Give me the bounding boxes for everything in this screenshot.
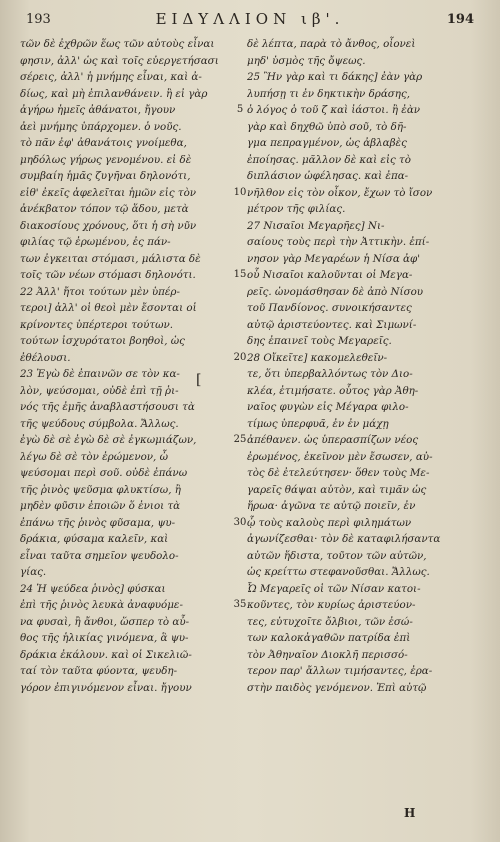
text-line: μηδ' ὑσμὸς τῆς ὄψεως.: [247, 54, 366, 67]
text-line: τες, εὐτυχοῖτε ὄλβιοι, τῶν ἐσώ-: [247, 615, 413, 628]
text-line: ἥρωα· ἀγῶνα τε αὐτῷ ποιεῖν, ἐν: [247, 500, 416, 512]
text-line: διακοσίους χρόνους, ὅτι ἡ σὴ νῦν: [20, 219, 197, 232]
text-line: ἀεὶ μνήμης ὑπάρχομεν. ὁ νοῦς.: [20, 120, 182, 133]
text-line: ἐπάνω τῆς ῥινὸς φῦσαμα, ψυ-: [20, 516, 176, 529]
text-line: οὗ Νισαῖοι καλοῦνται οἱ Μεγα-: [247, 269, 413, 281]
text-line: νῆλθον εἰς τὸν οἶκον, ἔχων τὸ ἴσον: [247, 186, 433, 199]
text-line: γαρεῖς θάψαι αὐτὸν, καὶ τιμᾶν ὡς: [247, 483, 427, 496]
text-line: λέγω δὲ σὲ τὸν ἐρώμενον, ὦ: [20, 450, 168, 463]
left-page-number: 193: [26, 12, 51, 27]
running-title: ΕΙΔΥΛΛΙΟΝ ιβ'.: [155, 10, 345, 28]
line-number: 5: [236, 104, 244, 115]
text-line: κλέα, ἐτιμήσατε. οὗτος γὰρ Ἀθη-: [247, 384, 419, 397]
line-number: 30: [233, 516, 247, 528]
text-line: 22 Ἀλλ' ἤτοι τούτων μὲν ὑπέρ-: [20, 285, 180, 298]
text-line: στὴν παιδὸς γενόμενον. Ἐπὶ αὐτῷ: [247, 681, 427, 694]
text-line: τοῦ Πανδίονος. συνοικήσαντες: [247, 302, 412, 314]
right-column: [247, 36, 469, 696]
text-line: δίως, καὶ μὴ ἐπιλανθάνειν. ἢ εἰ γὰρ: [20, 87, 208, 100]
text-line: 28 Οἴκεῖτε] κακομελεθεῖν-: [247, 351, 388, 364]
text-line: κοῦντες, τὸν κυρίως ἀριστεύον-: [247, 599, 416, 611]
text-line: των καλοκἀγαθῶν πατρίδα ἐπὶ: [247, 632, 411, 644]
text-line: δὲ λέπτα, παρὰ τὸ ἄνθος, οἷονεὶ: [247, 38, 416, 50]
right-page-number: 194: [446, 12, 474, 27]
line-number: 35: [233, 599, 247, 610]
text-line: τὸν Ἀθηναῖον Διοκλῆ περισσό-: [247, 648, 408, 661]
text-line: τούτων ἰσχυρότατοι βοηθοὶ, ὡς: [20, 335, 185, 347]
text-line: 25 Ἢν γὰρ καὶ τι δάκης] ἐὰν γὰρ: [247, 71, 423, 83]
text-line: διπλάσιον ὠφέλησας. καὶ ἐπα-: [247, 170, 409, 182]
text-line: 23 Ἐγὼ δὲ ἐπαινῶν σε τὸν κα-: [20, 368, 180, 380]
text-line: λυπήσῃ τι ἐν δηκτικὴν δράσης,: [247, 87, 411, 100]
line-number: 15: [233, 269, 247, 280]
text-line: τὸ πᾶν ἐφ' ἀθανάτοις γνοίμεθα,: [20, 137, 187, 149]
text-line: ᾧ τοὺς καλοὺς περὶ φιλημάτων: [247, 516, 412, 529]
text-line: σέρεις, ἀλλ' ἡ μνήμης εἶναι, καὶ ἀ-: [20, 71, 202, 83]
page-header: [26, 10, 474, 34]
text-line: γίας.: [20, 566, 47, 578]
text-line: ἀπέθανεν. ὡς ὑπερασπίζων νέος: [247, 434, 419, 446]
text-line: κρίνοντες ὑπέρτεροι τούτων.: [20, 318, 173, 331]
text-line: γὰρ καὶ δηχθῶ ὑπὸ σοῦ, τὸ δῆ-: [247, 120, 407, 133]
text-line: τοῖς τῶν νέων στόμασι δηλονότι.: [20, 269, 196, 281]
text-line: λὸν, ψεύσομαι, οὐδὲ ἐπὶ τῇ ῥι-: [20, 384, 179, 397]
text-line: τίμως ὑπερφυᾶ, ἐν ἐν μάχῃ: [247, 417, 389, 430]
text-line: ἀγωνίζεσθαι· τὸν δὲ καταφιλήσαντα: [247, 533, 441, 545]
text-line: ψεύσομαι περὶ σοῦ. οὐδὲ ἐπάνω: [20, 467, 188, 479]
text-line: εἶναι ταῦτα σημεῖον ψευδολο-: [20, 549, 179, 562]
text-line: γμα πεπραγμένον, ὡς ἀβλαβὲς: [247, 137, 407, 149]
text-line: ταί τὸν ταῦτα φύοντα, ψευδη-: [20, 665, 178, 677]
text-line: νησον γὰρ Μεγαρέων ἡ Νίσα ἀφ': [247, 252, 421, 265]
text-line: ἐπὶ τῆς ῥινὸς λευκὰ ἀναφυόμε-: [20, 599, 183, 611]
text-line: γόρον ἐπιγινόμενον εἶναι. ἤγουν: [20, 681, 192, 694]
text-line: τῆς ψεύδους σύμβολα. Ἄλλως.: [20, 417, 179, 430]
text-line: δράκια ἐκάλουν. καὶ οἱ Σικελιῶ-: [20, 648, 192, 661]
text-line: φησιν, ἀλλ' ὡς καὶ τοῖς εὐεργετήσασι: [20, 54, 219, 67]
text-line: αὐτῷ ἀριστεύοντες. καὶ Σιμωνί-: [247, 318, 417, 331]
text-line: Ὦ Μεγαρεῖς οἱ τῶν Νίσαν κατοι-: [247, 582, 421, 595]
text-line: τεροι] ἀλλ' οἱ θεοὶ μὲν ἔσονται οἱ: [20, 302, 197, 314]
text-line: μηδὲν φῦσιν ἐποιῶν ὅ ἐνιοι τὰ: [20, 500, 181, 512]
text-line: ναῖος φυγὼν εἰς Μέγαρα φιλο-: [247, 401, 409, 413]
text-line: ἀνέκβατον τόπον τῷ ἅδου, μετὰ: [20, 203, 189, 215]
line-number: 20: [233, 351, 247, 363]
text-line: τερον παρ' ἄλλων τιμήσαντες, ἐρα-: [247, 665, 433, 677]
text-line: τῶν δὲ ἐχθρῶν ἕως τῶν αὐτοὺς εἶναι: [20, 38, 215, 50]
text-line: ἀγήρω ἡμεῖς ἀθάνατοι, ἤγουν: [20, 104, 176, 116]
text-line: ἐθέλουσι.: [20, 351, 71, 364]
text-line: να φυσαὶ, ἢ ἄνθοι, ὥσπερ τὸ αὖ-: [20, 615, 190, 628]
text-line: θος τῆς ἡλικίας γινόμενα, ἃ ψυ-: [20, 632, 189, 644]
text-line: τὸς δὲ ἐτελεύτησεν· ὅθεν τοὺς Με-: [247, 467, 430, 479]
text-line: αὐτῶν ἥδιστα, τοῦτον τῶν αὐτῶν,: [247, 549, 427, 562]
text-line: ρεῖς. ὠνομάσθησαν δὲ ἀπὸ Νίσου: [247, 285, 424, 298]
text-line: συμβαίη ἡμᾶς ζυγῆναι δηλονότι,: [20, 170, 191, 182]
line-number: 10: [233, 186, 247, 198]
left-column: [20, 36, 232, 696]
text-line: εἰθ' ἐκεῖς ἀφελεῖται ἡμῶν εἰς τὸν: [20, 186, 197, 199]
text-line: μέτρον τῆς φιλίας.: [247, 203, 346, 215]
line-number: 25: [233, 434, 247, 445]
margin-bracket: [: [196, 372, 202, 388]
text-line: ἐγὼ δὲ σὲ ἐγὼ δὲ σὲ ἐγκωμιάζων,: [20, 434, 197, 446]
text-line: σαίους τοὺς περὶ τὴν Ἀττικὴν. ἐπί-: [247, 236, 430, 248]
text-line: δράκια, φύσαμα καλεῖν, καὶ: [20, 533, 169, 545]
text-line: τῆς ῥινὸς ψεῦσμα φλυκτίσω, ἢ: [20, 483, 181, 496]
text-line: φιλίας τῷ ἐρωμένου, ἐς πάν-: [20, 236, 171, 248]
text-line: νός τῆς ἐμῆς ἀναβλαστήσουσι τὰ: [20, 401, 195, 413]
text-line: δης ἐπαινεῖ τοὺς Μεγαρεῖς.: [247, 335, 392, 347]
signature-mark: H: [404, 806, 416, 820]
text-line: ὁ λόγος ὁ τοῦ ζ καὶ ἰάστοι. ἢ ἐὰν: [247, 104, 421, 116]
text-line: τε, ὅτι ὑπερβαλλόντως τὸν Διο-: [247, 368, 413, 380]
text-line: ὡς κρείττω στεφανοῦσθαι. Ἄλλως.: [247, 566, 430, 578]
text-line: ἐρωμένος, ἐκεῖνον μὲν ἔσωσεν, αὐ-: [247, 450, 433, 463]
text-line: μηδόλως γήρως γενομένου. εἰ δὲ: [20, 153, 192, 166]
text-line: των ἐγκειται στόμασι, μάλιστα δὲ: [20, 252, 201, 265]
text-line: ἐποίησας. μᾶλλον δὲ καὶ εἰς τὸ: [247, 153, 411, 166]
text-line: 27 Νισαῖοι Μεγαρῆες] Νι-: [247, 219, 385, 232]
text-line: 24 Ἡ ψεύδεα ῥινὸς] φύσκαι: [20, 582, 166, 595]
